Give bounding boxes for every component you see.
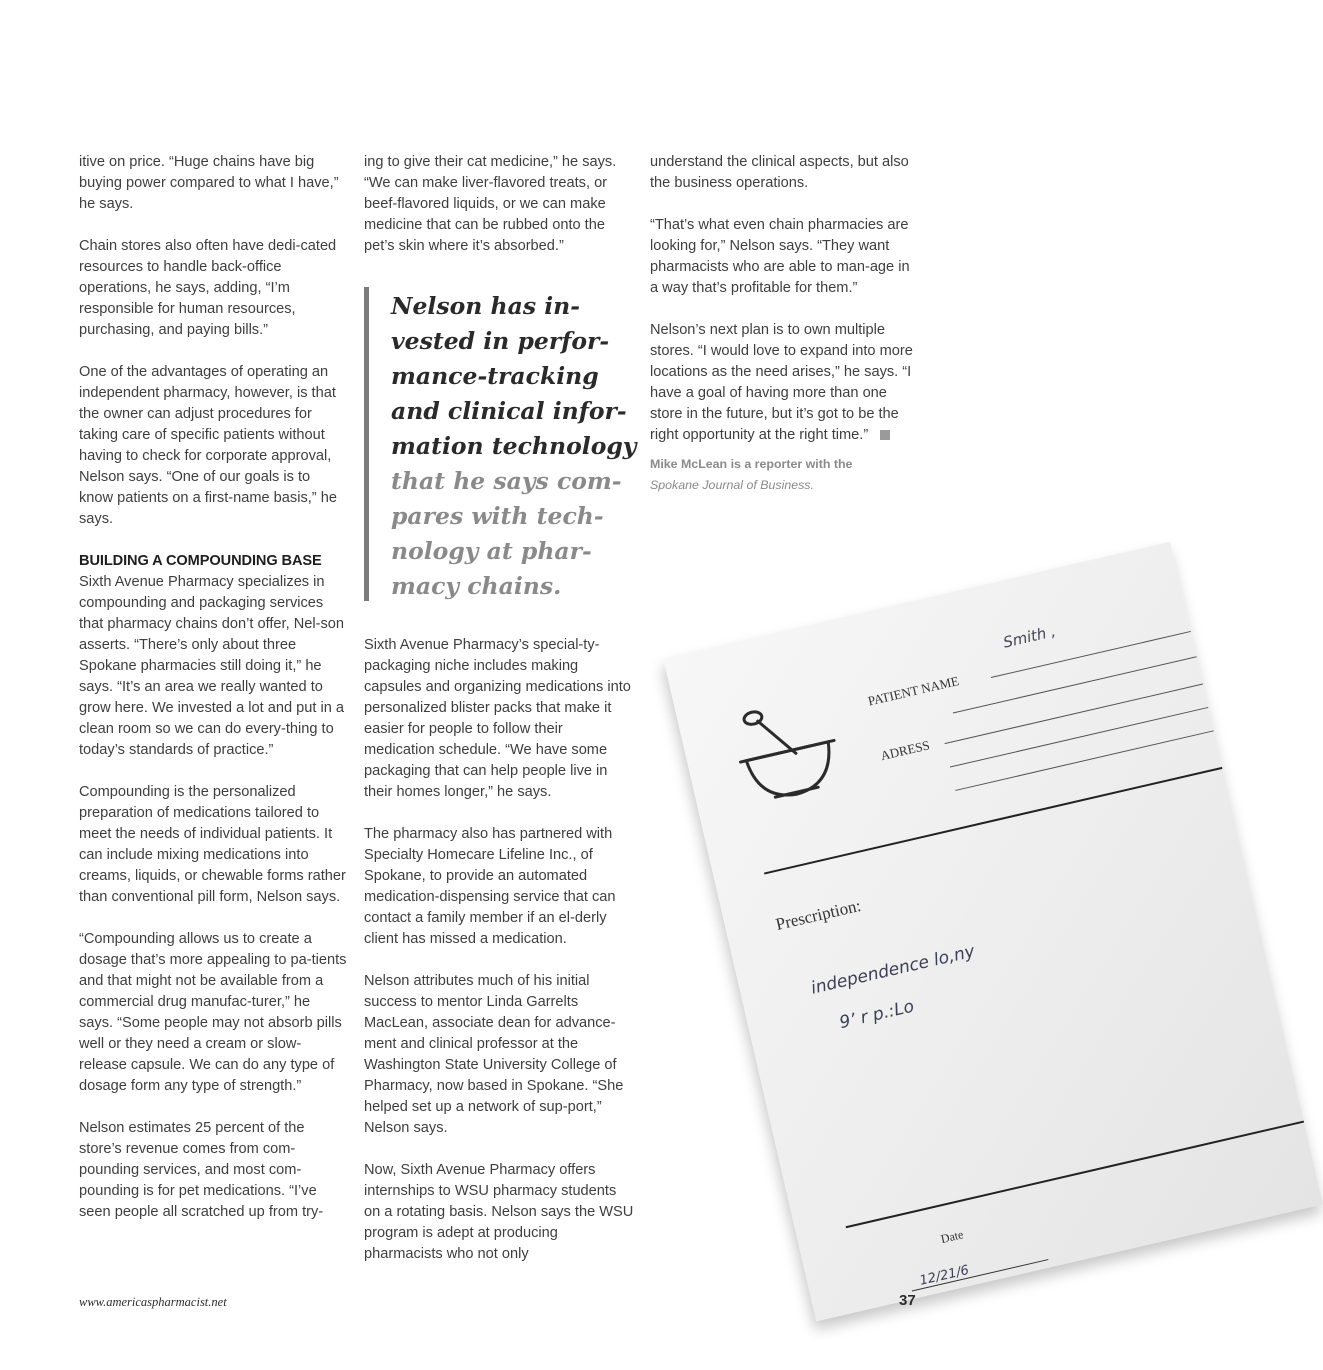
pull-quote-line: vested in perfor- (391, 327, 610, 355)
pull-quote-line: pares with tech- (391, 502, 604, 530)
paragraph: Sixth Avenue Pharmacy’s special-ty-packaging niche includes making capsules and organizing medications into personalized blister packs that make it easier for people to follow their medication schedule. “We have some packaging that can help people live in their homes longer,” he says. (364, 637, 631, 800)
pull-quote-line: macy chains. (391, 572, 562, 600)
paragraph: Sixth Avenue Pharmacy specializes in compounding and packaging services that pharmacy chains don’t offer, Nel-son asserts. “There’s only about three Spokane pharmacies still doing it,” he says. “It’s an area we really wanted to grow here. We invested a lot and put in a clean room so we can do every-thing to today’s standards of practice.” (79, 574, 345, 758)
prescription-paper (663, 542, 1323, 1322)
article-column-1 (79, 152, 347, 1223)
article-column-3 (650, 152, 920, 496)
paragraph: Nelson’s next plan is to own multiple stores. “I would love to expand into more locations as the need arises,” he says. “I have a goal of having more than one store in the future, but it’s got to be the right opportunity at the right time.” (650, 322, 913, 443)
prescription-label: Prescription: (773, 895, 863, 934)
paragraph: “Compounding allows us to create a dosage that’s more appealing to pa-tients and that might not be available from a commercial drug manufac-turer,” he says. “Some people may not absorb pills well or they need a cream or slow-release capsule. We can do any type of dosage form any type of strength.” (79, 931, 347, 1094)
paragraph: Chain stores also often have dedi-cated resources to handle back-office operations, he says, adding, “I’m responsible for human resources, purchasing, and paying bills.” (79, 238, 337, 338)
author-bio (650, 454, 920, 496)
paragraph: One of the advantages of operating an independent pharmacy, however, is that the owner can adjust procedures for taking care of specific patients without having to check for corporate approval, Nelson says. “One of our goals is to know patients on a first-name basis,” he says. (79, 364, 337, 527)
section-heading: BUILDING A COMPOUNDING BASE (79, 553, 322, 569)
date-label: Date (939, 1227, 965, 1246)
pull-quote-line: and clinical infor- (391, 397, 627, 425)
paragraph: Now, Sixth Avenue Pharmacy offers internships to WSU pharmacy students on a rotating basis. Nelson says the WSU program is adept at producing pharmacists who not only (364, 1162, 634, 1262)
patient-name-line-2 (953, 657, 1197, 713)
article-column-2-continued (364, 635, 636, 1265)
end-of-story-mark (880, 430, 890, 440)
pull-quote-line: Nelson has in- (391, 292, 581, 320)
publication-name: Spokane Journal of Business. (650, 478, 814, 492)
pull-quote (364, 287, 637, 601)
paragraph: Nelson estimates 25 percent of the store’s revenue comes from com-pounding services, and most com-pounding is for pet medications. “I’ve seen people all scratched up from try- (79, 1120, 324, 1220)
page-number: 37 (899, 1292, 916, 1309)
paragraph: Nelson attributes much of his initial success to mentor Linda Garrelts MacLean, associate dean for advance-ment and clinical professor at the Washington State University College of Pharmacy, now based in Spokane. “She helped set up a network of sup-port,” Nelson says. (364, 973, 624, 1136)
paragraph: understand the clinical aspects, but also the business operations. (650, 154, 909, 191)
signature-line (846, 1122, 1304, 1228)
patient-name-label: PATIENT NAME (866, 673, 961, 709)
pull-quote-line: mation technology (391, 432, 637, 460)
handwritten-name: Smith , (1001, 622, 1058, 652)
footer-url: www.americaspharmacist.net (79, 1295, 227, 1309)
paragraph-with-end-mark (650, 320, 920, 446)
address-line (945, 684, 1203, 744)
address-label: ADRESS (879, 737, 931, 764)
paragraph: ing to give their cat medicine,” he says. “We can make liver-flavored treats, or beef-flavored liquids, or we can make medicine that can be rubbed onto the pet’s skin where it’s absorbed.” (364, 154, 617, 254)
pull-quote-line: that he says com- (391, 467, 622, 495)
handwritten-date: 12/21/6 (918, 1262, 971, 1289)
paragraph: The pharmacy also has partnered with Specialty Homecare Lifeline Inc., of Spokane, to provide an automated medication-dispensing service that can contact a family member if an el-derly client has missed a medication. (364, 826, 616, 947)
article-column-2 (364, 152, 636, 278)
address-line-2 (950, 707, 1208, 767)
prescription-pad-image (650, 560, 1058, 1289)
handwritten-rx-line-1: independence lo,ny (809, 941, 977, 999)
divider-line (764, 768, 1222, 874)
paragraph: “That’s what even chain pharmacies are looking for,” Nelson says. “They want pharmacists who are able to man-age in a way that’s profitable for them.” (650, 217, 910, 296)
address-line-3 (955, 731, 1213, 791)
paragraph: itive on price. “Huge chains have big buying power compared to what I have,” he says. (79, 154, 339, 212)
prescription-form (663, 542, 1323, 1322)
mortar-pestle-icon (730, 696, 844, 805)
pull-quote-line: mance-tracking (391, 362, 599, 390)
handwritten-rx-line-2: 9’ r p.:Lo (837, 996, 916, 1034)
paragraph: Compounding is the personalized preparation of medications tailored to meet the needs of individual patients. It can include mixing medications into creams, liquids, or chewable forms rather than conventional pill form, Nelson says. (79, 784, 346, 905)
author-bio-line: Mike McLean is a reporter with the (650, 457, 853, 471)
pull-quote-line: nology at phar- (391, 537, 592, 565)
